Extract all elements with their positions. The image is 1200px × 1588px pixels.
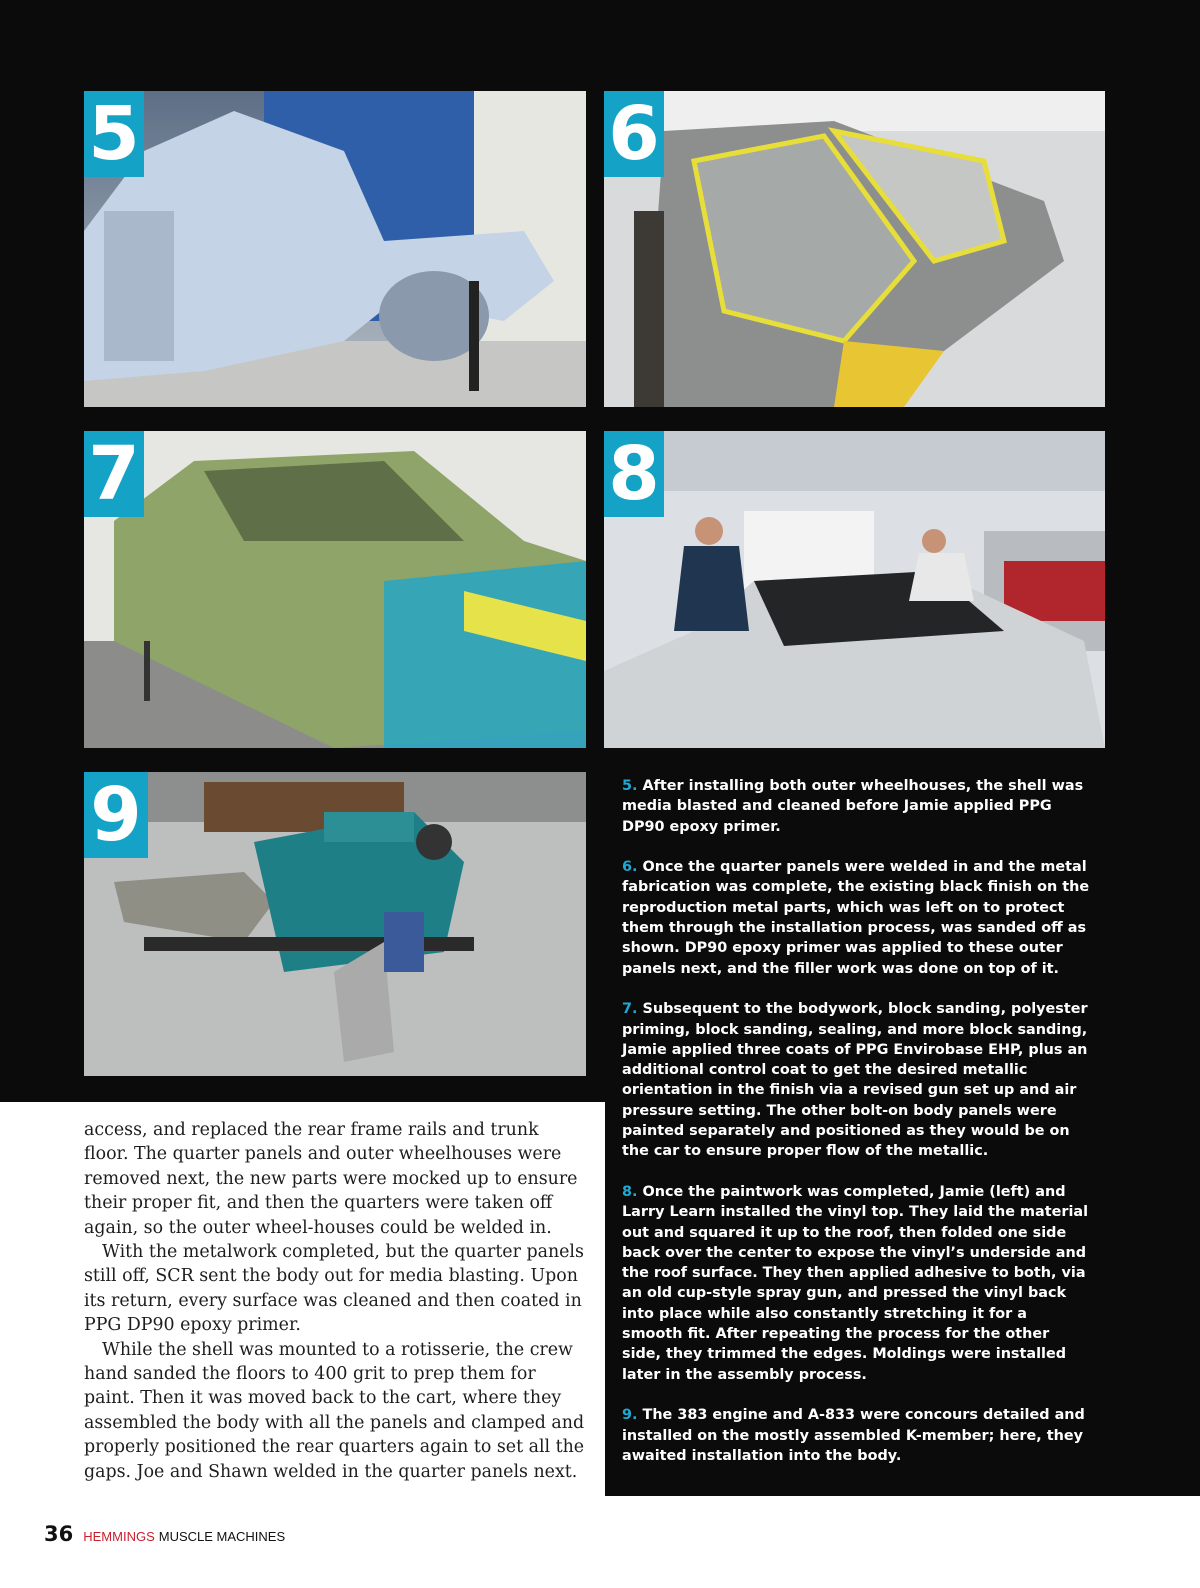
photo-8-image	[604, 431, 1105, 748]
photo-number-badge: 5	[84, 91, 144, 177]
caption-text: The 383 engine and A-833 were concours detailed and installed on the mostly assembled K-member; here, they awaited installation into the body.	[622, 1407, 1085, 1464]
photo-number-badge: 9	[84, 772, 148, 858]
caption-number: 8.	[622, 1183, 638, 1200]
photo-5-image	[84, 91, 586, 407]
body-paragraph: While the shell was mounted to a rotisserie, the crew hand sanded the floors to 400 grit to prep them for paint. Then it was moved back to the cart, where they assembled the body with all the panels and clamped and properly positioned the rear quarters again to set all the gaps. Joe and Shawn welded in the quarter panels next.	[84, 1339, 585, 1482]
photo-number-badge: 6	[604, 91, 664, 177]
caption-number: 7.	[622, 1001, 638, 1018]
caption-9	[622, 1405, 1092, 1466]
photo-8	[604, 431, 1105, 748]
photo-6-image	[604, 91, 1105, 407]
photo-5	[84, 91, 586, 407]
caption-7	[622, 999, 1092, 1161]
caption-text: Once the quarter panels were welded in and the metal fabrication was complete, the existing black finish on the reproduction metal parts, which was left on to protect them through the installation process, was sanded off as shown. DP90 epoxy primer was applied to these outer panels next, and the filler work was done on top of it.	[622, 859, 1090, 977]
photo-number-badge: 8	[604, 431, 664, 517]
photo-captions	[622, 776, 1092, 1486]
photo-number-badge: 7	[84, 431, 144, 517]
photo-7-image	[84, 431, 586, 748]
caption-number: 5.	[622, 778, 638, 794]
photo-9	[84, 772, 586, 1076]
page-number: 36	[44, 1522, 74, 1546]
caption-number: 6.	[622, 859, 638, 876]
photo-6	[604, 91, 1105, 407]
body-paragraph: access, and replaced the rear frame rails and trunk floor. The quarter panels and outer wheelhouses were removed next, the new parts were mocked up to ensure their proper fit, and then the quarters were taken off again, so the outer wheel-houses could be welded in.	[84, 1120, 578, 1238]
photo-9-image	[84, 772, 586, 1076]
page-footer	[44, 1522, 285, 1546]
caption-text: After installing both outer wheelhouses, the shell was media blasted and cleaned before Jamie applied PPG DP90 epoxy primer.	[622, 778, 1084, 835]
caption-text: Subsequent to the bodywork, block sanding, polyester priming, block sanding, sealing, and more block sanding, Jamie applied three coats of PPG Envirobase EHP, plus an additional control coat to get the desired metallic orientation in the finish via a revised gun set up and air pressure setting. The other bolt-on body panels were painted separately and positioned as they would be on the car to ensure proper flow of the metallic.	[622, 1001, 1088, 1160]
article-body	[84, 1118, 588, 1484]
caption-number: 9.	[622, 1407, 638, 1424]
caption-5	[622, 776, 1092, 837]
brand-name: HEMMINGS	[83, 1529, 155, 1544]
caption-text: Once the paintwork was completed, Jamie (left) and Larry Learn installed the vinyl top. They laid the material out and squared it up to the roof, then folded one side back over the center to expose the vinyl’s underside and the roof surface. They then applied adhesive to both, via an old cup-style spray gun, and pressed the vinyl back into place while also constantly stretching it for a smooth fit. After repeating the process for the other side, they trimmed the edges. Moldings were installed later in the assembly process.	[622, 1183, 1089, 1383]
body-paragraph: With the metalwork completed, but the quarter panels still off, SCR sent the body out for media blasting. Upon its return, every surface was cleaned and then coated in PPG DP90 epoxy primer.	[84, 1242, 584, 1336]
magazine-title: MUSCLE MACHINES	[158, 1529, 286, 1544]
photo-7	[84, 431, 586, 748]
caption-8	[622, 1182, 1092, 1385]
caption-6	[622, 857, 1092, 979]
